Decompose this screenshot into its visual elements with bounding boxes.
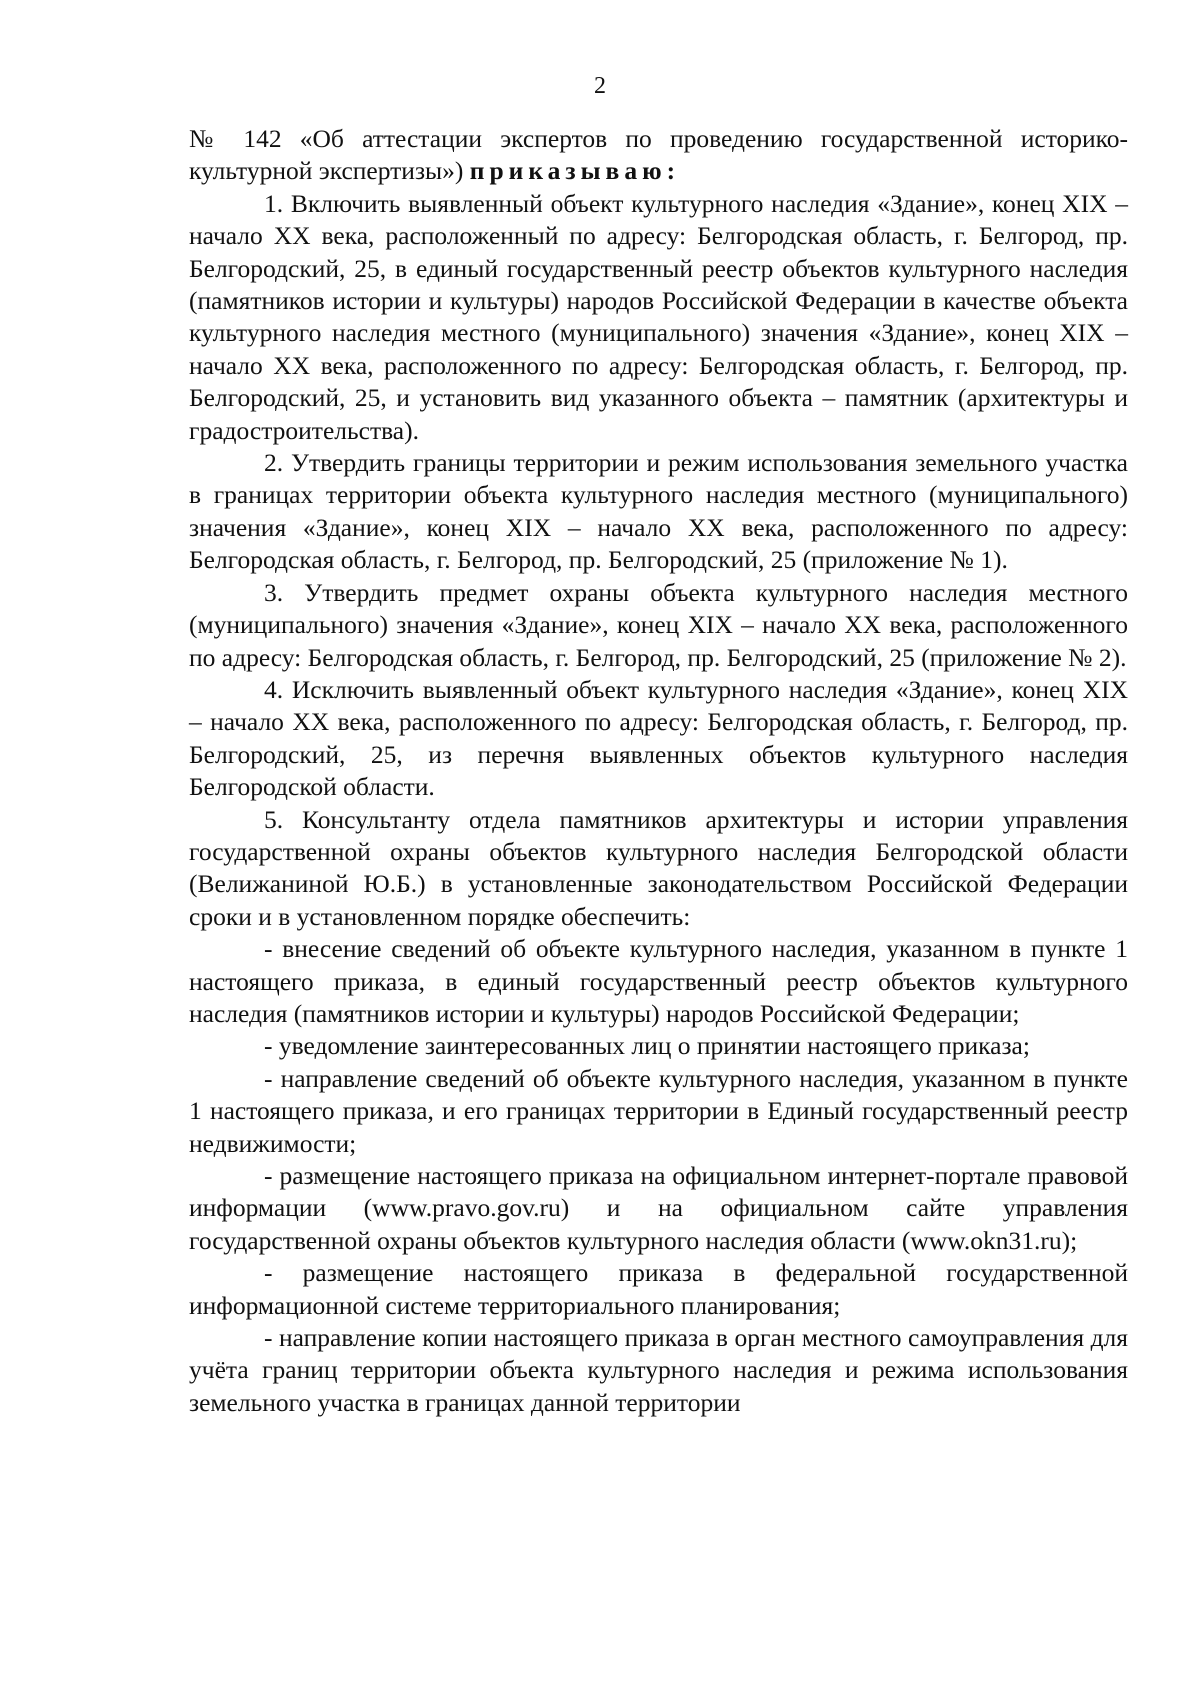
paragraph-item-5: 5. Консультанту отдела памятников архитектуры и истории управления государственной охраны объектов культурного наследия Белгородской области (Велижаниной Ю.Б.) в установленные законодательством Российской Федерации сроки и в установленном порядке обеспечить: (189, 804, 1128, 931)
bullet-planning-system: - размещение настоящего приказа в федеральной государственной информационной системе территориального планирования; (189, 1258, 1128, 1320)
page-number: 2 (594, 73, 606, 99)
paragraph-item-4: 4. Исключить выявленный объект культурного наследия «Здание», конец XIX – начало XX века, расположенного по адресу: Белгородская область, г. Белгород, пр. Белгородский, 25, из перечня выявленных объектов культурного наследия Белгородской области. (189, 674, 1128, 802)
bullet-local-authority: - направление копии настоящего приказа в орган местного самоуправления для учёта границ территории объекта культурного наследия и режима использования земельного участка в границах данной территории (189, 1323, 1128, 1417)
bullet-registry-entry: - внесение сведений об объекте культурного наследия, указанном в пункте 1 настоящего приказа, в единый государственный реестр объектов культурного наследия (памятников истории и культуры) народов Российской Федерации; (189, 934, 1128, 1028)
intro-text: № 142 «Об аттестации экспертов по проведению государственной историко-культурной экспертизы») (189, 124, 1128, 186)
bullet-real-estate-registry: - направление сведений об объекте культурного наследия, указанном в пункте 1 настоящего приказа, и его границах территории в Единый государственный реестр недвижимости; (189, 1063, 1128, 1158)
paragraph-item-1: 1. Включить выявленный объект культурного наследия «Здание», конец XIX – начало XX века, расположенный по адресу: Белгородская область, г. Белгород, пр. Белгородский, 25, в единый государственный реестр объектов культурного наследия (памятников истории и культуры) народов Российской Федерации в качестве объекта культурного наследия местного (муниципального) значения «Здание», конец XIX – начало XX века, расположенного по адресу: Белгородская область, г. Белгород, пр. Белгородский, 25, и установить вид указанного объекта – памятник (архитектуры и градостроительства). (189, 188, 1128, 445)
bullet-notification: - уведомление заинтересованных лиц о принятии настоящего приказа; (264, 1031, 1030, 1061)
intro-paragraph (189, 123, 1128, 188)
order-word: приказываю: (469, 156, 681, 186)
paragraph-item-2: 2. Утвердить границы территории и режим использования земельного участка в границах территории объекта культурного наследия местного (муниципального) значения «Здание», конец XIX – начало XX века, расположенного по адресу: Белгородская область, г. Белгород, пр. Белгородский, 25 (приложение № 1). (189, 448, 1128, 575)
bullet-publication: - размещение настоящего приказа на официальном интернет-портале правовой информации (www.pravo.gov.ru) и на официальном сайте управления государственной охраны объектов культурного наследия области (www.okn31.ru); (189, 1161, 1128, 1255)
document-body (189, 123, 1128, 1419)
paragraph-item-3: 3. Утвердить предмет охраны объекта культурного наследия местного (муниципального) значения «Здание», конец XIX – начало XX века, расположенного по адресу: Белгородская область, г. Белгород, пр. Белгородский, 25 (приложение № 2). (189, 577, 1128, 672)
